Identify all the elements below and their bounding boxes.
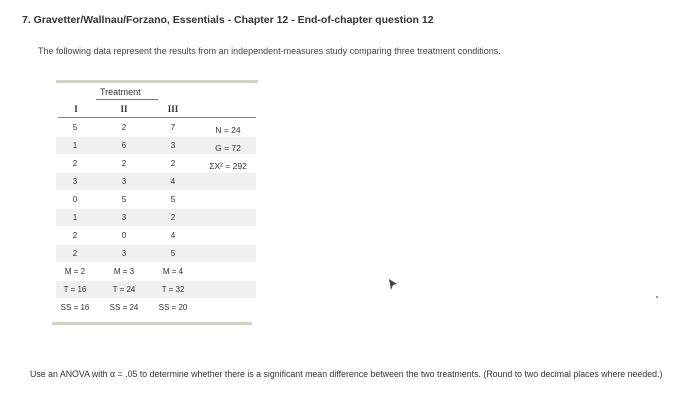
- table-cell: 4: [170, 177, 176, 186]
- table-cell: 5: [170, 249, 176, 258]
- table-cell: 6: [121, 141, 127, 150]
- ss-row: [56, 299, 256, 316]
- table-row: [56, 245, 256, 262]
- header-divider: [58, 117, 256, 118]
- table-cell: 3: [121, 177, 127, 186]
- table-cell: 7: [170, 123, 176, 132]
- table-cell: 3: [121, 213, 127, 222]
- table-row: [56, 173, 256, 190]
- table-row: [56, 209, 256, 226]
- table-cell: 2: [72, 159, 78, 168]
- summary-sum-x-squared: ΣX² = 292: [209, 161, 247, 171]
- table-cell: 3: [170, 141, 176, 150]
- question-title: 7. Gravetter/Wallnau/Forzano, Essentials - Chapter 12 - End-of-chapter question 12: [22, 14, 434, 26]
- table-cell: 4: [170, 231, 176, 240]
- table-cell: 5: [121, 195, 127, 204]
- table-cell: 2: [121, 123, 127, 132]
- table-cell: 3: [121, 249, 127, 258]
- table-cell: 2: [72, 231, 78, 240]
- table-cell: 2: [170, 159, 176, 168]
- ss-value: SS = 20: [158, 303, 188, 312]
- intro-text: The following data represent the results from an independent-measures study comparing three treatment conditions.: [38, 46, 501, 56]
- table-cell: 3: [72, 177, 78, 186]
- column-header-1: I: [74, 104, 78, 114]
- column-header-2: II: [120, 104, 128, 114]
- table-bottom-rule: [52, 322, 252, 325]
- table-cell: 1: [72, 213, 78, 222]
- mouse-cursor-icon: [387, 278, 399, 292]
- table-cell: 5: [170, 195, 176, 204]
- table-cell: 0: [72, 195, 78, 204]
- total-value: T = 24: [112, 285, 136, 294]
- stray-dot: [656, 296, 658, 298]
- table-cell: 0: [121, 231, 127, 240]
- table-cell: 2: [121, 159, 127, 168]
- table-top-rule: [56, 80, 258, 83]
- ss-value: SS = 16: [60, 303, 90, 312]
- totals-row: [56, 281, 256, 298]
- means-row: [56, 263, 256, 280]
- ss-value: SS = 24: [109, 303, 139, 312]
- question-text: Use an ANOVA with α = .05 to determine whether there is a significant mean difference between the two treatments. (Round to two decimal places where needed.): [30, 369, 663, 379]
- summary-n: N = 24: [215, 125, 241, 135]
- mean-value: M = 3: [113, 267, 135, 276]
- total-value: T = 16: [63, 285, 87, 294]
- table-cell: 5: [72, 123, 78, 132]
- treatment-header: Treatment: [100, 87, 141, 97]
- treatment-underline: [96, 99, 158, 100]
- total-value: T = 32: [161, 285, 185, 294]
- table-cell: 2: [170, 213, 176, 222]
- table-cell: 2: [72, 249, 78, 258]
- column-header-3: III: [167, 104, 179, 114]
- table-row: [56, 191, 256, 208]
- mean-value: M = 2: [64, 267, 86, 276]
- table-row: [56, 227, 256, 244]
- summary-g: G = 72: [215, 143, 241, 153]
- table-cell: 1: [72, 141, 78, 150]
- mean-value: M = 4: [162, 267, 184, 276]
